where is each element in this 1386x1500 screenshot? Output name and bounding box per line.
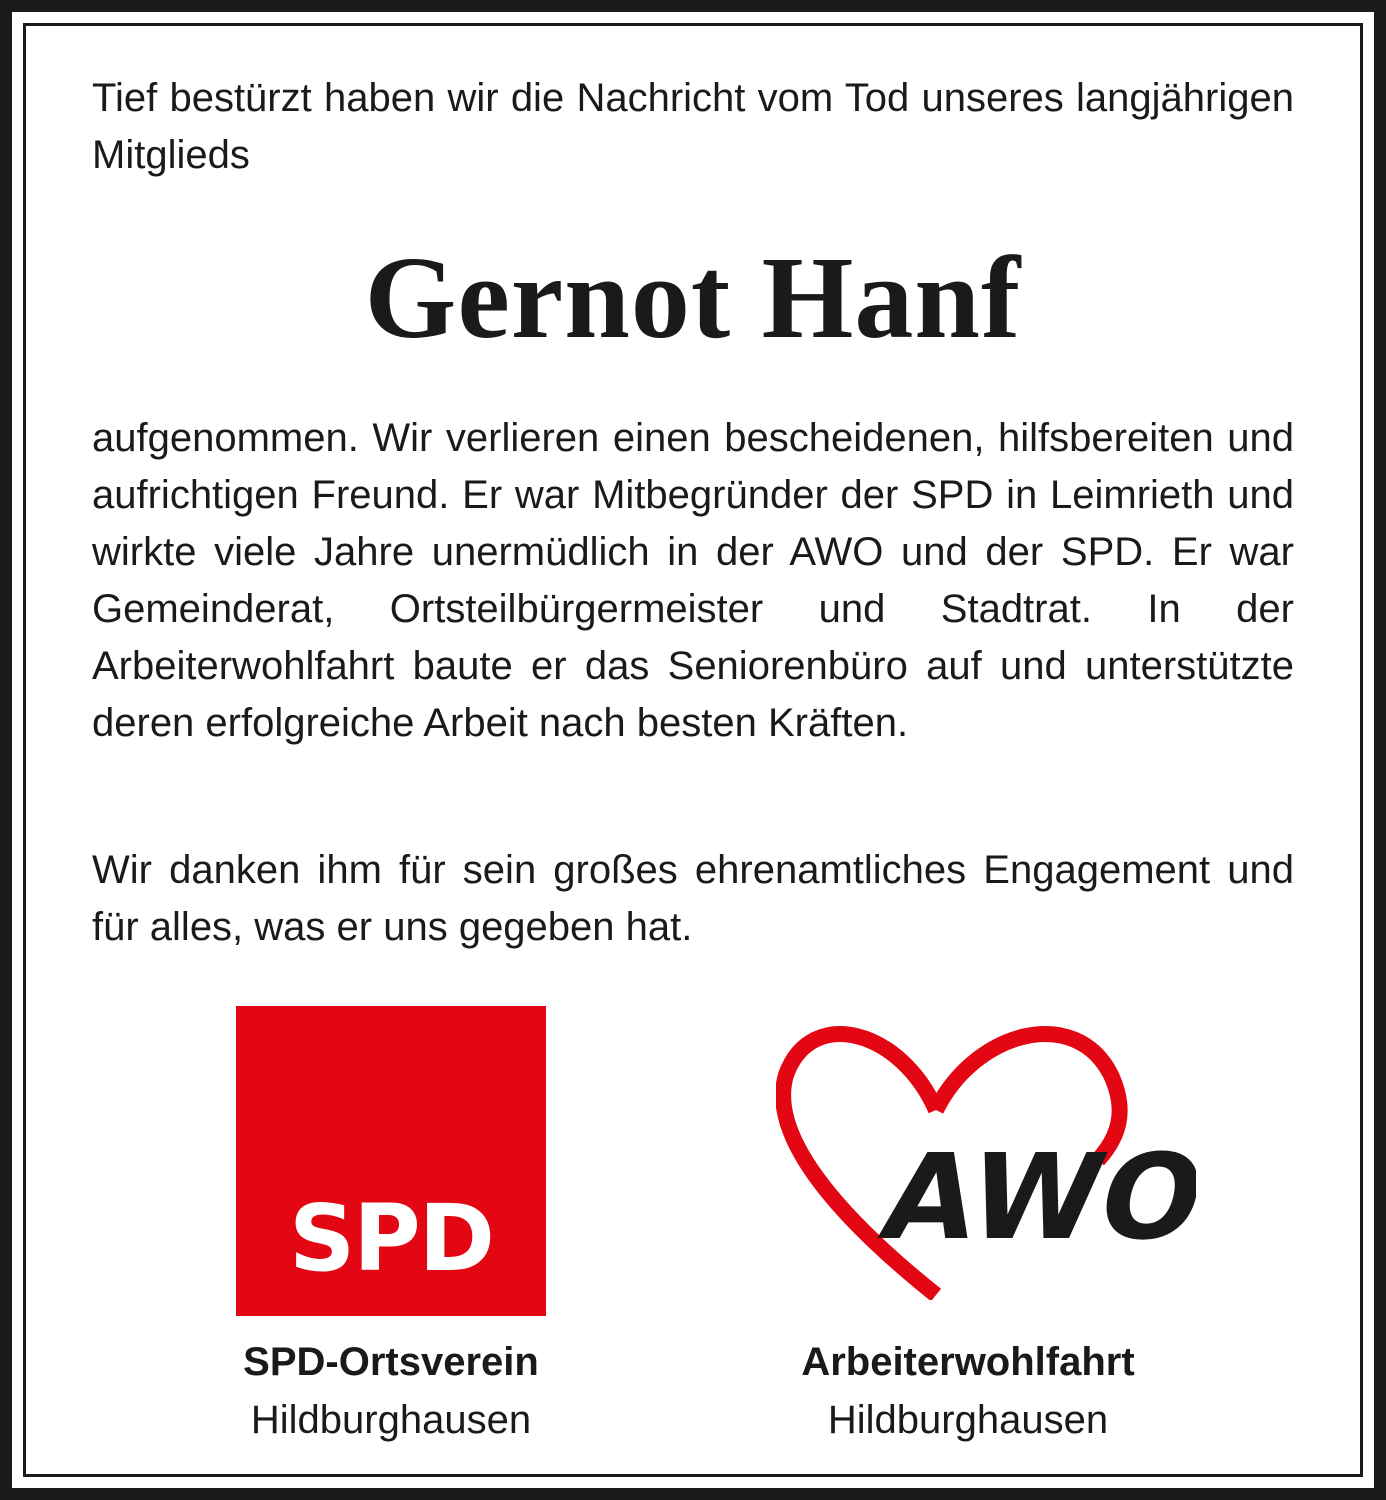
intro-text: Tief bestürzt haben wir die Nachricht vom Tod unseres langjährigen Mitglieds [92, 76, 1294, 177]
org-city: Hildburghausen [250, 1398, 532, 1442]
org-name: SPD-Ortsverein [243, 1340, 539, 1384]
tribute-text: aufgenommen. Wir verlieren einen bescheidenen, hilfsbereiten und aufrichtigen Freund. Er war Mitbegründer der SPD in Leimrieth und wirkte viele Jahre unermüdlich in der AWO und der SPD. Er war Gemeinderat, Ortsteilbürgermeister und Stadtrat. In der Arbeiterwohlfahrt baute er das Seniorenbüro auf und unterstützte deren erfolgreiche Arbeit nach besten Kräften. [92, 416, 1294, 745]
thanks-text: Wir danken ihm für sein großes ehrenamtliches Engagement und für alles, was er uns gegeben hat. [92, 848, 1294, 949]
awo-logo [776, 1010, 1196, 1300]
awo-heart-icon [776, 1010, 1196, 1300]
org-city: Hildburghausen [827, 1398, 1109, 1442]
spd-logo-text: SPD [288, 1185, 494, 1292]
awo-logo-text: AWO [870, 1129, 1196, 1267]
spd-logo [236, 1006, 546, 1316]
org-name: Arbeiterwohlfahrt [801, 1340, 1135, 1384]
signature-spd [131, 1333, 651, 1449]
deceased-name: Gernot Hanf [364, 232, 1022, 363]
signature-awo [708, 1333, 1228, 1449]
